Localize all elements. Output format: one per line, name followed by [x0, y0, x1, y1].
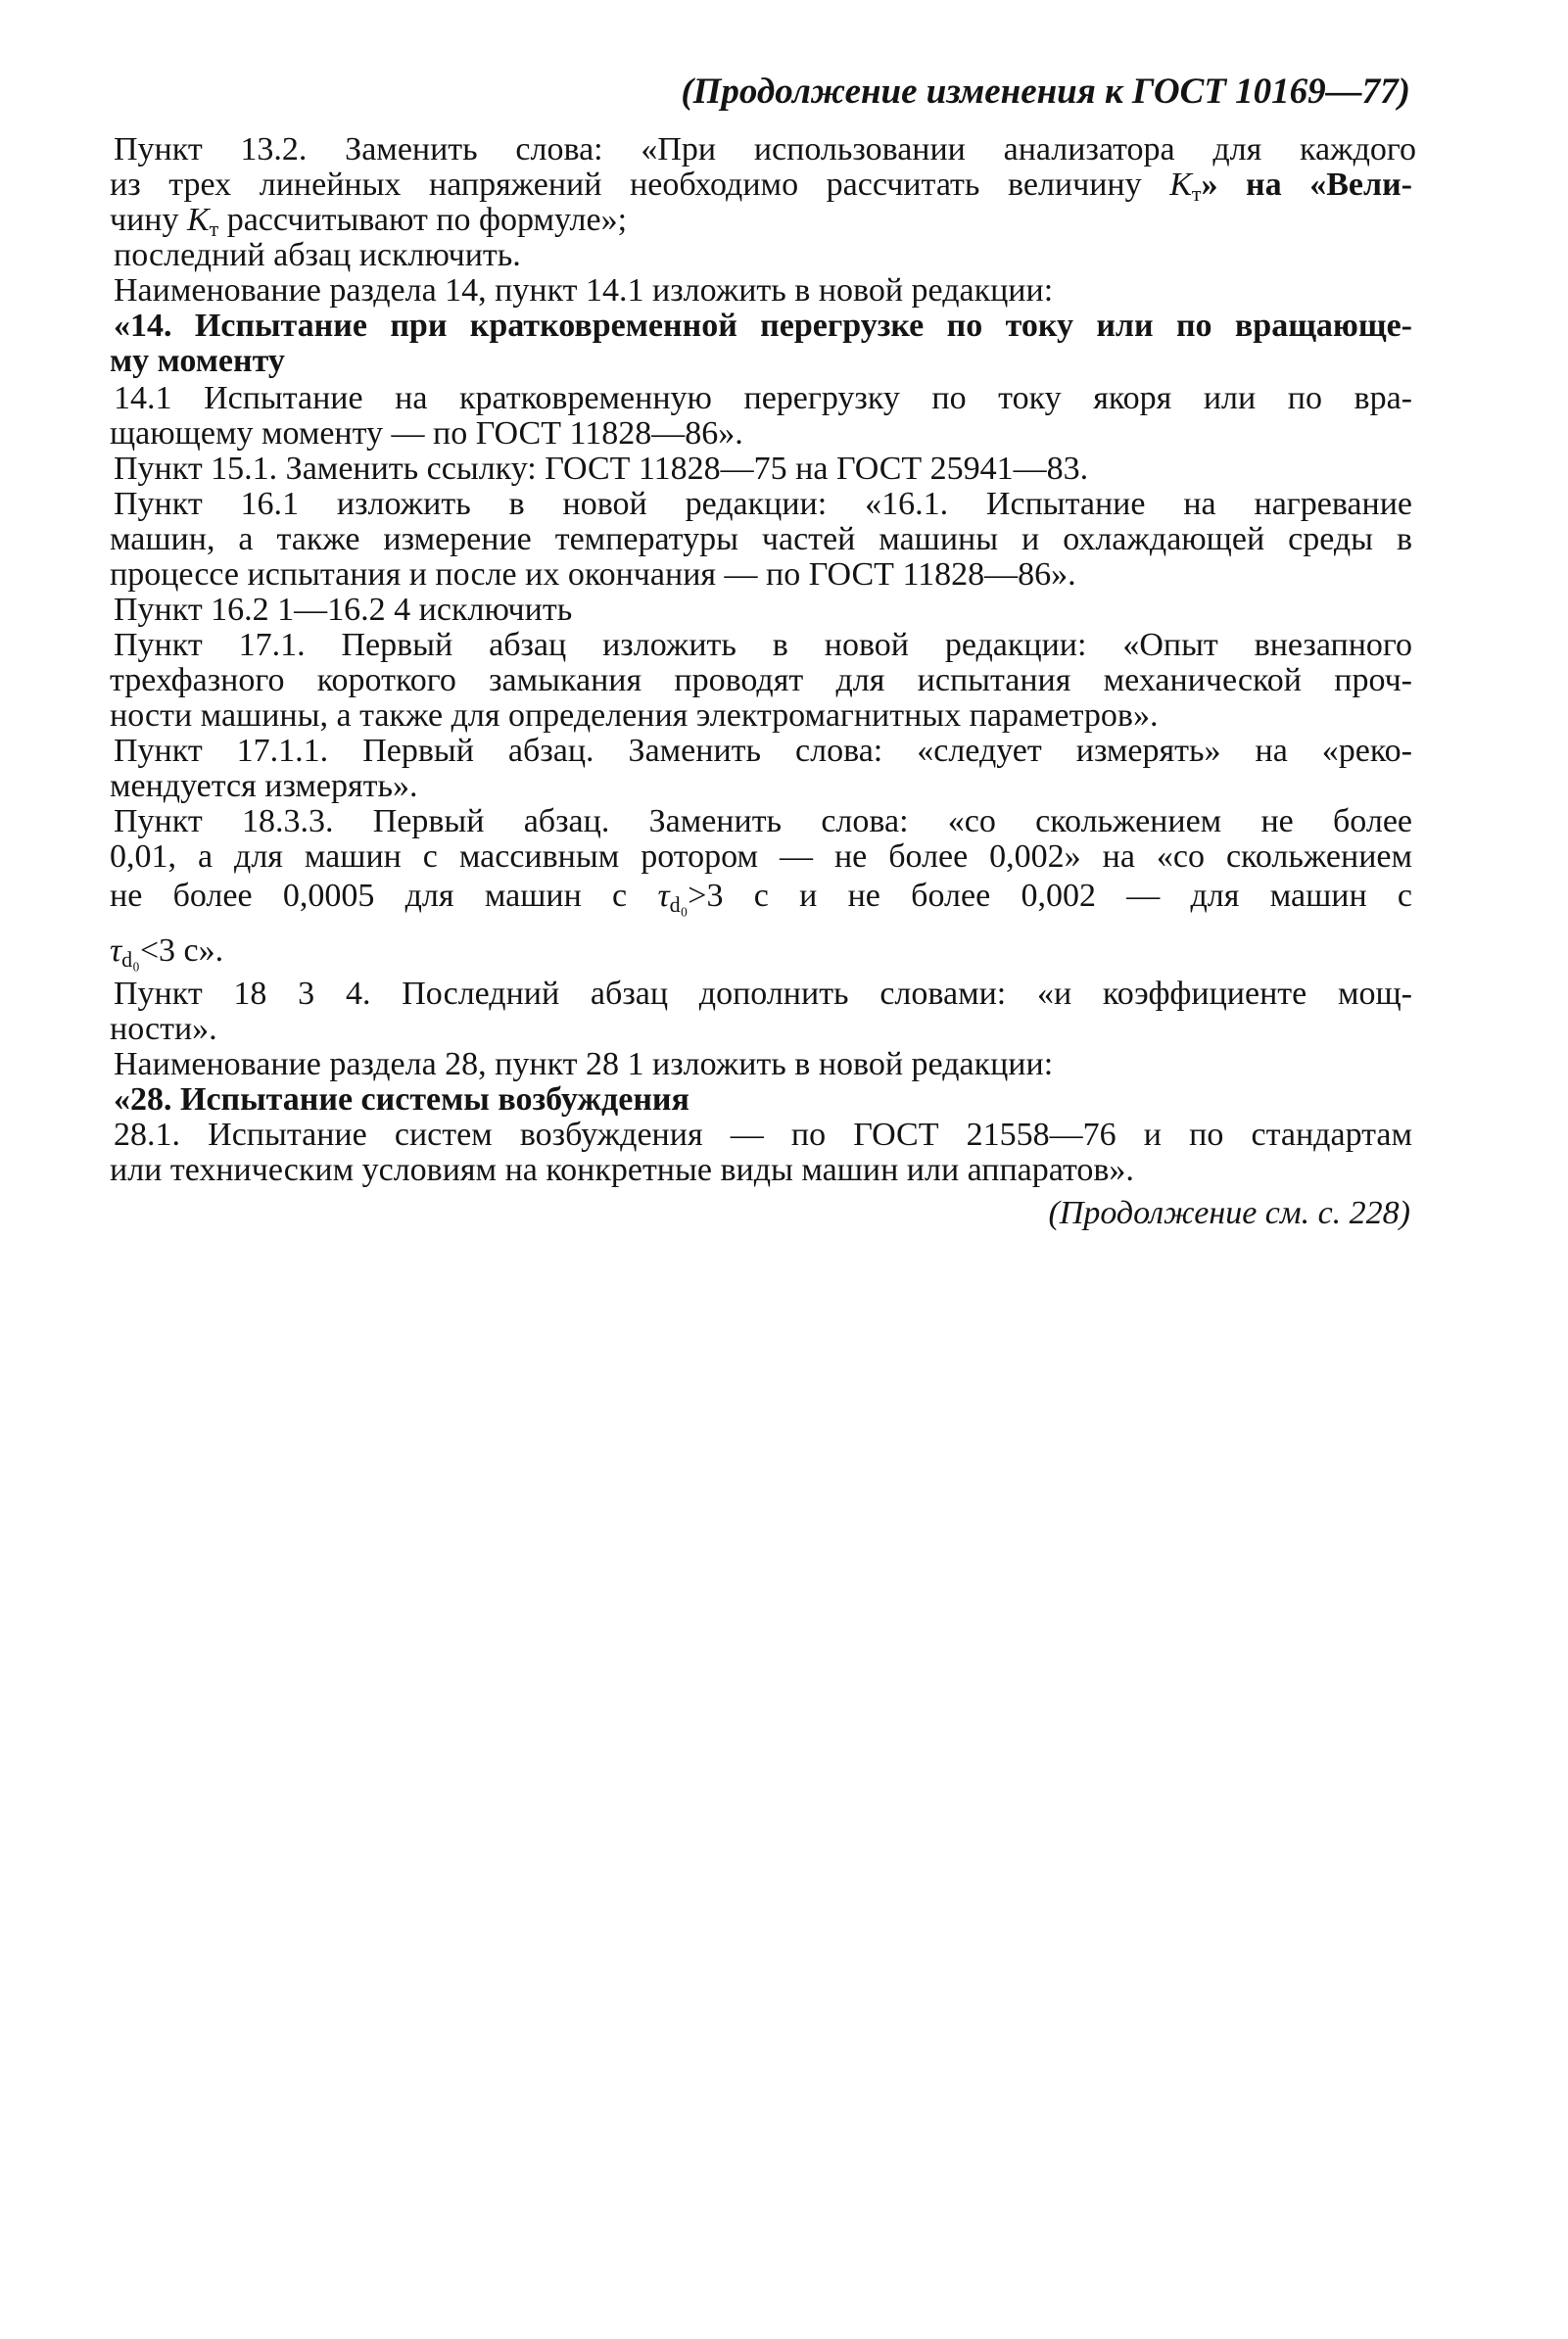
p18-3-3-line-2: 0,01, а для машин с массивным ротором — не более 0,002» на «со скольжением	[110, 838, 1412, 875]
p17-1-1-line-1: Пункт 17.1.1. Первый абзац. Заменить слова: «следует измерять» на «реко-	[114, 733, 1412, 769]
kt-subscript: т	[1191, 181, 1202, 206]
s14-line-5: щающему моменту — по ГОСТ 11828—86».	[110, 415, 743, 452]
p13-2-line-3-tail: рассчитывают по формуле»;	[226, 202, 628, 238]
s14-line-3: му моменту	[110, 343, 285, 379]
p16-1-line-3: процессе испытания и после их окончания — по ГОСТ 11828—86».	[110, 556, 1076, 593]
p13-2-line-2	[110, 167, 1412, 207]
p17-1-line-2: трехфазного короткого замыкания проводят для испытания механической проч-	[110, 662, 1412, 698]
s14-line-1: Наименование раздела 14, пункт 14.1 изложить в новой редакции:	[114, 272, 1054, 309]
tau-letter: τ	[657, 878, 670, 914]
p16-1-line-1: Пункт 16.1 изложить в новой редакции: «16.1. Испытание на нагревание	[114, 486, 1412, 522]
page-footer: (Продолжение см. с. 228)	[1048, 1195, 1410, 1231]
p18-3-3-line-3	[110, 878, 1412, 918]
p18-3-3-line-4	[110, 932, 1412, 973]
p16-1-line-2: машин, а также измерение температуры частей машины и охлаждающей среды в	[110, 521, 1412, 557]
page-header: (Продолжение изменения к ГОСТ 10169—77)	[681, 72, 1410, 112]
s28-line-2: «28. Испытание системы возбуждения	[114, 1081, 689, 1118]
kt-symbol-2	[187, 202, 219, 241]
s28-line-1: Наименование раздела 28, пункт 28 1 изложить в новой редакции:	[114, 1046, 1054, 1082]
s28-line-3: 28.1. Испытание систем возбуждения — по ГОСТ 21558—76 и по стандартам	[114, 1117, 1412, 1153]
tau-subscript-2: d₀	[121, 947, 140, 972]
kt-letter: К	[1169, 167, 1192, 203]
s14-line-2: «14. Испытание при кратковременной перегрузке по току или по вращающе-	[114, 308, 1412, 344]
p13-2-line-3	[110, 202, 1412, 242]
tau-letter-2: τ	[110, 932, 122, 969]
p13-2-line-2-text: из трех линейных напряжений необходимо рассчитать величину	[110, 167, 1142, 203]
p17-1-1-line-2: мендуется измерять».	[110, 768, 418, 804]
p15-1-line: Пункт 15.1. Заменить ссылку: ГОСТ 11828—75 на ГОСТ 25941—83.	[114, 451, 1089, 487]
p16-2-line: Пункт 16.2 1—16.2 4 исключить	[114, 592, 573, 628]
kt-subscript-2: т	[209, 216, 219, 241]
p13-2-line-2-tail: » на «Вели-	[1201, 167, 1412, 203]
tau-d0-symbol	[657, 878, 689, 917]
tau-d0-symbol-2	[110, 932, 140, 972]
p18-3-4-line-1: Пункт 18 3 4. Последний абзац дополнить словами: «и коэффициенте мощ-	[114, 976, 1412, 1012]
p18-3-3-line-3-a: не более 0,0005 для машин с	[110, 878, 628, 914]
p13-2-line-1: Пункт 13.2. Заменить слова: «При использовании анализатора для каждого	[114, 131, 1416, 167]
p17-1-line-1: Пункт 17.1. Первый абзац изложить в новой редакции: «Опыт внезапного	[114, 627, 1412, 663]
tau-subscript: d₀	[669, 892, 689, 917]
p18-3-3-line-3-b: >3 с и не более 0,002 — для машин с	[688, 878, 1413, 914]
p18-3-4-line-2: ности».	[110, 1011, 217, 1047]
p17-1-line-3: ности машины, а также для определения электромагнитных параметров».	[110, 697, 1159, 734]
p13-2-line-3-pre: чину	[110, 202, 179, 238]
p18-3-3-line-4-b: <3 с».	[139, 932, 224, 969]
p18-3-3-line-1: Пункт 18.3.3. Первый абзац. Заменить слова: «со скольжением не более	[114, 803, 1412, 839]
kt-symbol	[1169, 167, 1202, 206]
p13-2-line-4: последний абзац исключить.	[114, 237, 521, 273]
s28-line-4: или техническим условиям на конкретные виды машин или аппаратов».	[110, 1152, 1134, 1188]
s14-line-4: 14.1 Испытание на кратковременную перегрузку по току якоря или по вра-	[114, 380, 1412, 416]
kt-letter-2: К	[187, 202, 210, 238]
